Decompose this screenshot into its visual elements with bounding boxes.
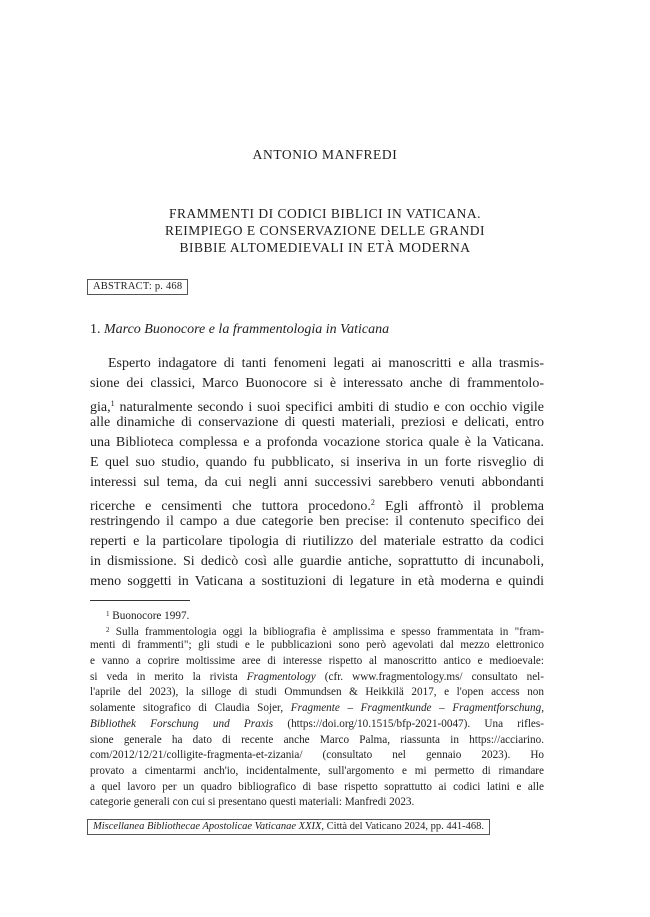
body-line — [90, 493, 544, 513]
body-line: E quel suo studio, quando fu pubblicato, si inseriva in un forte risveglio di — [90, 454, 544, 470]
body-line: sione dei classici, Marco Buonocore si è interessato anche di frammentolo- — [90, 375, 544, 391]
work-title: Bibliothek Forschung und Praxis — [90, 717, 274, 730]
footnote-divider — [90, 600, 190, 601]
section-heading — [90, 322, 389, 338]
body-fragment: Egli affrontò il problema — [374, 498, 544, 514]
body-text — [90, 354, 544, 592]
footnote-line: provato a cimentarmi anch'io, incidentalmente, sull'argomento e mi permetto di rimandare — [90, 764, 544, 777]
footnote-fragment: (https://doi.org/10.1515/bfp-2021-0047). Una rifles- — [273, 717, 544, 730]
citation-footer — [87, 819, 490, 835]
footnote-line — [90, 701, 544, 717]
footnote-fragment: (cfr. www.fragmentology.ms/ consultato nel- — [315, 670, 544, 683]
body-line: una Biblioteca complessa e a profonda vocazione storica quale è la Vaticana. — [90, 435, 544, 451]
body-line: restringendo il campo a due categorie ben precise: il contenuto specifico dei — [90, 514, 544, 530]
title-line: FRAMMENTI DI CODICI BIBLICI IN VATICANA. — [168, 206, 481, 221]
footnote-line — [90, 670, 544, 686]
section-title: Marco Buonocore e la frammentologia in Vaticana — [104, 322, 390, 337]
title-line: REIMPIEGO E CONSERVAZIONE DELLE GRANDI — [165, 223, 485, 238]
body-fragment: gia, — [90, 399, 111, 415]
footnote-line — [90, 717, 544, 733]
footnote-number: 2 — [106, 625, 110, 634]
footnote-1 — [90, 607, 544, 623]
citation-details: , Città del Vaticano 2024, pp. 441-468. — [321, 821, 484, 832]
journal-name: Miscellanea Bibliothecae Apostolicae Vaticanae XXIX — [93, 821, 322, 832]
body-line: alle dinamiche di conservazione di questi materiali, preziosi e delicati, entro — [90, 415, 544, 431]
body-line: Esperto indagatore di tanti fenomeni legati ai manoscritti e alla trasmis- — [108, 356, 544, 371]
footnote-ref: 1 — [110, 398, 115, 408]
body-line: interessi sul tema, da cui negli anni successivi sarebbero venuti abbondanti — [90, 474, 544, 490]
body-line: in dismissione. Si dedicò così alle guardie antiche, soprattutto di incunaboli, — [90, 553, 544, 569]
journal-title: Fragmentology — [246, 670, 316, 683]
title-line: BIBBIE ALTOMEDIEVALI IN ETÀ MODERNA — [179, 240, 471, 255]
author-name: ANTONIO MANFREDI — [252, 147, 398, 162]
section-number: 1. — [90, 322, 101, 337]
footnote-line: menti di frammenti"; gli studi e le pubblicazioni sono però agevolati dal mezzo elettronico — [90, 639, 544, 652]
footnote-text: Buonocore 1997. — [112, 610, 190, 622]
footnote-text: Sulla frammentologia oggi la bibliografia è amplissima e spesso frammentata in "fram- — [115, 625, 544, 638]
footnote-fragment: si veda in merito la rivista — [90, 670, 247, 683]
article-title — [0, 205, 650, 256]
footnote-line: a quel lavoro per un quadro bibliografico di base rispetto soprattutto ai codici latini e alle — [90, 780, 544, 793]
body-line — [90, 394, 544, 414]
abstract-reference: ABSTRACT: p. 468 — [87, 279, 188, 295]
footnotes — [90, 607, 544, 811]
footnote-fragment: solamente sitografico di Claudia Sojer, — [90, 702, 291, 715]
work-title: Fragmente – Fragmentkunde – Fragmentforschung, — [290, 702, 544, 715]
footnote-line: e vanno a coprire moltissime aree di interesse rispetto al manoscritto antico e medioevale: — [90, 655, 544, 668]
footnote-line: categorie generali con cui si presentano questi materiali: Manfredi 2023. — [90, 796, 415, 809]
body-line: reperti e la particolare tipologia di riutilizzo del materiale estratto da codici — [90, 534, 544, 550]
body-fragment: naturalmente secondo i suoi specifici ambiti di studio e con occhio vigile — [114, 399, 544, 415]
footnote-line: sione generale ha dato di recente anche Marco Palma, riassunta in https://acciarino. — [90, 733, 544, 746]
footnote-line: com/2012/12/21/colligite-fragmenta-et-zizania/ (consultato nel gennaio 2023). Ho — [90, 749, 544, 762]
footnote-line: l'aprile del 2023), la silloge di studi Ommundsen & Heikkilä 2017, e l'open access non — [90, 686, 544, 699]
footnote-number: 1 — [106, 610, 110, 618]
footnote-ref: 2 — [370, 497, 375, 507]
body-line: meno soggetti in Vaticana a sostituzioni di legature in età moderna e quindi — [90, 573, 544, 589]
footnote-2 — [90, 623, 544, 639]
body-fragment: ricerche e censimenti che tuttora procedono. — [90, 498, 371, 514]
